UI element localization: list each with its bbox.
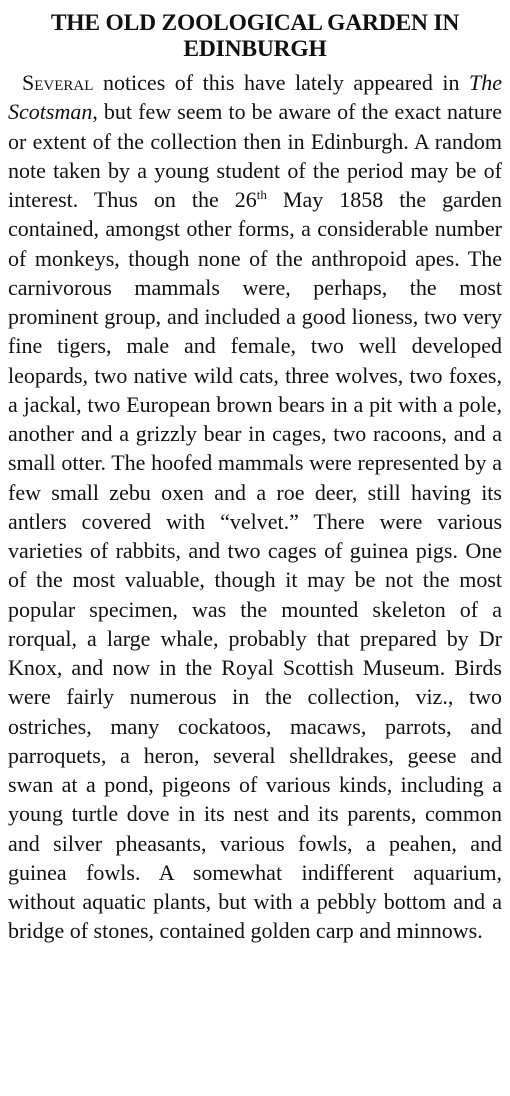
article-title (8, 10, 502, 62)
publication-name: The Scotsman (8, 70, 502, 125)
body-text-part-2: , but few seem to be aware of the exact nature or extent of the collection then in Edinburgh. A random note taken by a young student of the period may be of interest. Thus on the 26 (8, 99, 502, 212)
article (8, 10, 502, 946)
article-title-line-2: EDINBURGH (183, 36, 327, 62)
lead-word: Several (22, 70, 94, 95)
date-ordinal-suffix: th (256, 187, 267, 202)
article-body (8, 68, 502, 946)
body-text-part-3: May 1858 the garden contained, amongst other forms, a considerable number of monkeys, though none of the anthropoid apes. The carnivorous mammals were, perhaps, the most prominent group, and included a good lioness, two very fine tigers, male and female, two well developed leopards, two native wild cats, three wolves, two foxes, a jackal, two European brown bears in a pit with a pole, another and a grizzly bear in cages, two racoons, and a small otter. The hoofed mammals were represented by a few small zebu oxen and a roe deer, still having its antlers covered with “velvet.” There were various varieties of rabbits, and two cages of guinea pigs. One of the most valuable, though it may be not the most popular specimen, was the mounted skeleton of a rorqual, a large whale, probably that prepared by Dr Knox, and now in the Royal Scottish Museum. Birds were fairly numerous in the collection, viz., two ostriches, many cockatoos, macaws, parrots, and parroquets, a heron, several shelldrakes, geese and swan at a pond, pigeons of various kinds, including a young turtle dove in its nest and its parents, common and silver pheasants, various fowls, a peahen, and guinea fowls. A somewhat indifferent aquarium, without aquatic plants, but with a pebbly bottom and a bridge of stones, contained golden carp and minnows. (8, 187, 503, 944)
article-title-line-1: THE OLD ZOOLOGICAL GARDEN IN (50, 10, 460, 36)
body-text-part-1: notices of this have lately appeared in (93, 70, 469, 95)
